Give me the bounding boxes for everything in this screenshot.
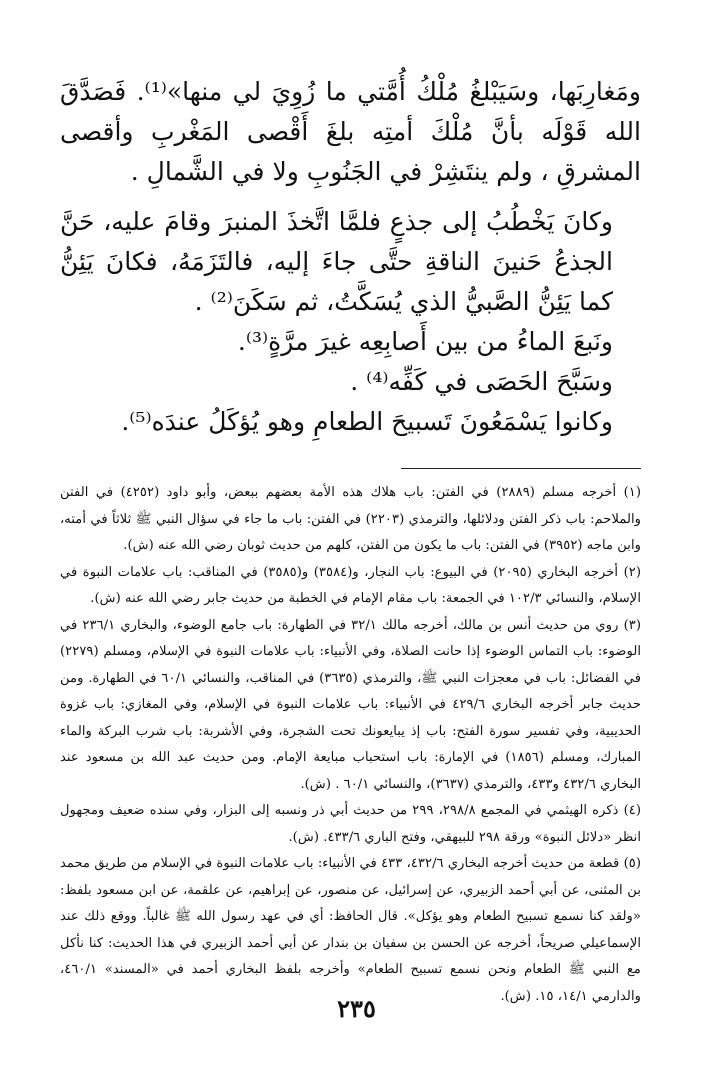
footnote-5: (٥) قطعة من حديث أخرجه البخاري ٤٣٢/٦، ٤٣٣ في الأنبياء: باب علامات النبوة في الإسلام من طريق محمد بن المثنى، عن أبي أحمد الزبيري، عن إسرائيل، عن منصور، عن إبراهيم، عن علقمة، عن ابن مسعود بلفظ: «ولقد كنا نسمع تسبيح الطعام وهو يؤكل». قال الحافظ: أي في عهد رسول الله ﷺ غالباً. ووقع ذلك عند الإسماعيلي صريحاً، أخرجه عن الحسن بن سفيان بن بندار عن أبي أحمد الزبيري في هذا الحديث: كنا نأكل مع النبي ﷺ الطعام ونحن نسمع تسبيح الطعام» وأخرجه بلفظ البخاري أحمد في «المسند» ٤٦٠/١، والدارمي ١٤/١، ١٥. (ش). [60, 856, 641, 1004]
main-paragraph-4: وسَبَّحَ الحَصَى في كَفِّه⁽⁴⁾ . [350, 367, 613, 396]
main-paragraph-5: وكانوا يَسْمَعُونَ تَسبيحَ الطعامِ وهو يُؤكَلُ عندَه⁽⁵⁾. [121, 407, 613, 436]
footnote-3: (٣) روي من حديث أنس بن مالك، أخرجه مالك ٣٢/١ في الطهارة: باب جامع الوضوء، والبخاري ٢٣٦/١ في الوضوء: باب التماس الوضوء إذا حانت الصلاة، وفي الأنبياء: باب علامات النبوة في الإسلام، ومسلم (٢٢٧٩) في الفضائل: باب في معجزات النبي ﷺ، والترمذي (٣٦٣٥) في المناقب، والنسائي ٦٠/١ في الطهارة. ومن حديث جابر أخرجه البخاري ٤٢٩/٦ في الأنبياء: باب علامات النبوة في الإسلام، وفي المغازي: باب غزوة الحديبية، وفي تفسير سورة الفتح: باب إذ يبايعونك تحت الشجرة، وفي الأشربة: باب شرب البركة والماء المبارك، ومسلم (١٨٥٦) في الإمارة: باب استحباب مبايعة الإمام. ومن حديث عبد الله بن مسعود عند البخاري ٤٣٢/٦ و٤٣٣، والترمذي (٣٦٣٧)، والنسائي ٦٠/١ . (ش). [60, 617, 641, 792]
main-paragraph-1: ومَغارِبَها، وسَيَبْلغُ مُلْكُ أُمَّتي ما زُوِيَ لي منها»⁽¹⁾. فَصَدَّقَ الله قَوْلَه بأنَّ مُلْكَ أمتِه بلغَ أَقْصى المَغْربِ وأقصى المشرقِ ، ولم ينتَشِرْ في الجَنُوبِ ولا في الشَّمالِ . [60, 77, 642, 186]
footnote-4: (٤) ذكره الهيثمي في المجمع ٢٩٨/٨، ٢٩٩ من حديث أبي ذر ونسبه إلى البزار، وفي سنده ضعيف ومجهول انظر «دلائل النبوة» ورقة ٢٩٨ للبيهقي، وفتح الباري ٤٣٣/٦. (ش). [60, 803, 641, 845]
footnote-divider [401, 468, 641, 469]
footnotes [60, 480, 641, 1010]
main-text [60, 72, 641, 442]
footnote-1: (١) أخرجه مسلم (٢٨٨٩) في الفتن: باب هلاك هذه الأمة بعضهم ببعض، وأبو داود (٤٢٥٢) في الفتن والملاحم: باب ذكر الفتن ودلائلها، والترمذي (٢٢٠٣) في الفتن: باب ما جاء في سؤال النبي ﷺ ثلاثاً في أمته، وابن ماجه (٣٩٥٢) في الفتن: باب ما يكون من الفتن، كلهم من حديث ثوبان رضي الله عنه (ش). [60, 485, 641, 553]
footnote-2: (٢) أخرجه البخاري (٢٠٩٥) في البيوع: باب النجار، و(٣٥٨٤) و(٣٥٨٥) في المناقب: باب علامات النبوة في الإسلام، والنسائي ١٠٢/٣ في الجمعة: باب مقام الإمام في الخطبة من حديث جابر رضي الله عنه (ش). [60, 564, 641, 606]
page-number: ٢٣٥ [337, 994, 376, 1023]
main-paragraph-2: وكانَ يَخْطُبُ إلى جذعٍ فلمَّا اتَّخذَ المنبرَ وقامَ عليه، حَنَّ الجذعُ حَنينَ الناقةِ حتَّى جاءَ إليه، فالتَزَمَهُ، فكانَ يَئِنُّ كما يَئِنُّ الصَّبيُّ الذي يُسَكَّتُ، ثم سَكَنَ⁽²⁾ . [60, 207, 613, 316]
main-paragraph-3: ونَبعَ الماءُ من بين أَصابِعِه غيرَ مرَّةٍ⁽³⁾. [237, 327, 613, 356]
